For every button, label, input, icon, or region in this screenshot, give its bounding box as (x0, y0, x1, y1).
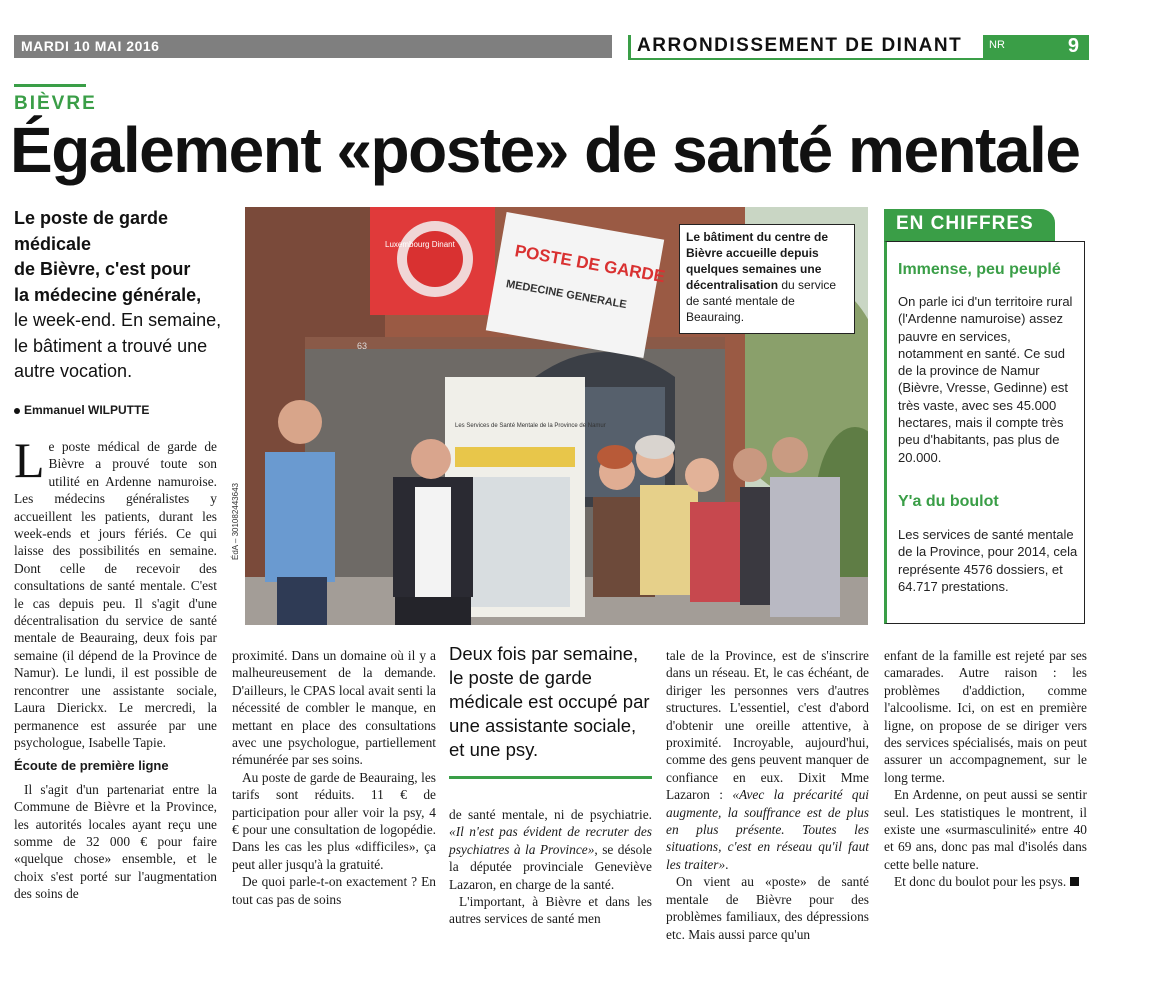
poster-title: Les Services de Santé Mentale de la Province de Namur (455, 423, 606, 429)
headline: Également «poste» de santé mentale (10, 114, 1080, 186)
kicker-rule (14, 84, 86, 87)
subheading: Écoute de première ligne (14, 758, 169, 774)
lead-paragraph (14, 206, 236, 385)
lead-bold-line-1: Le poste de garde médicale (14, 208, 169, 254)
section-title: ARRONDISSEMENT DE DINANT (637, 35, 963, 56)
drop-cap: L (14, 432, 45, 488)
col3-paragraph-2: L'important, à Bièvre et dans les autres services de santé men (449, 894, 652, 927)
col4-text-a: tale de la Province, est de s'inscrire dans un réseau. Et, le cas échéant, de diriger les personnes vers d'autres structures. L'essentiel, c'est d'abord d'obtenir une oreille attentive, à proximité. Incroyable, aujourd'hui, comme des gens peuvent manquer de confiance en eux. Dixit Mme Lazaron : (666, 648, 869, 803)
sign-logo-text: Luxembourg Dinant (385, 240, 455, 249)
col3-quote: «Il n'est pas évident de recruter des psychiatres à la Province» (449, 824, 652, 857)
body-column-4 (666, 647, 869, 943)
bullet-icon (14, 408, 20, 414)
sidebar-title: EN CHIFFRES (896, 213, 1034, 234)
nr-label: NR (989, 39, 1005, 51)
body-column-2 (232, 647, 436, 908)
col2-paragraph-1: proximité. Dans un domaine où il y a malheureusement de la demande. D'ailleurs, le CPAS local avait senti la nécessité de combler le manque, en mettant en place des consultations avec une psychologue, partiellement rémunérée par ses soins. (232, 648, 436, 768)
col3-text-b: , se désole la députée provinciale Geneviève Lazaron, en charge de la santé. (449, 841, 652, 892)
lead-bold-line-2: de Bièvre, c'est pour (14, 259, 191, 279)
col2-paragraph-3: De quoi parle-t-on exactement ? En tout cas pas de soins (232, 874, 436, 907)
page-badge (983, 35, 1089, 58)
byline (14, 403, 149, 417)
author: Emmanuel WILPUTTE (24, 403, 150, 417)
house-number: 63 (357, 341, 368, 351)
col4-paragraph-2: On vient au «poste» de santé mentale de Bièvre pour des problèmes familiaux, des dépressions etc. Mais aussi parce qu'un (666, 874, 869, 942)
section-header (628, 35, 1089, 60)
lead-bold-line-3: la médecine générale, (14, 284, 202, 305)
date-bar (14, 35, 612, 58)
caption-bold: Le bâtiment du centre de Bièvre accueille depuis quelques semaines une décentralisation (686, 230, 829, 292)
col1-paragraph-1: e poste médical de garde de Bièvre a prouvé toute son utilité en Ardenne namuroise. Les médecins généralistes y accueillent les patients, durant les week-ends et jours fériés. Ce qui laisse des possibilités en semaine. Dont celle de recevoir des consultations de santé mentale. C'est le cas depuis peu. Il s'agit d'une décentralisation du service de santé mentale de Beauraing, deux fois par semaine (il dépend de la Province de Namur). Le lundi, il est possible de rencontrer une assistante sociale, Laura Dierickx. Le mercredi, la permanence est assurée par une psychologue, Isabelle Tapie. (14, 439, 217, 750)
photo-credit: ÉdA – 301082443643 (231, 483, 240, 560)
body-column-3 (449, 806, 652, 928)
col5-text: Et donc du boulot pour les psys. (894, 874, 1067, 890)
lead-text: le week-end. En semaine, le bâtiment a trouvé une autre vocation. (14, 310, 222, 381)
sidebar-text-1: On parle ici d'un territoire rural (l'Ardenne namuroise) assez pauvre en services, notamment en santé. Ce sud de la province de Namur (Bièvre, Vresse, Gedinne) est très vaste, avec ses 45.000 hectares, mais il compte très peu d'habitants, pas plus de 20.000. (898, 294, 1073, 465)
col3-paragraph-1 (449, 806, 652, 893)
pull-quote-rule (449, 776, 652, 779)
col5-paragraph-2: En Ardenne, on peut aussi se sentir seul. Les statistiques le montrent, il existe une «surmasculinité» entre 40 et 69 ans, donc pas mal d'isolés dans cette belle nature. (884, 787, 1087, 872)
sign-sub-text: MEDECINE GENERALE (505, 278, 628, 312)
pull-quote: Deux fois par semaine, le poste de garde médicale est occupé par une assistante sociale, et une psy. (449, 643, 650, 760)
sidebar-box (884, 241, 1085, 624)
col3-text-a: de santé mentale, ni de psychiatrie. (449, 807, 652, 822)
body-column-1 (14, 432, 217, 903)
sidebar-heading-2: Y'a du boulot (898, 493, 999, 510)
col5-paragraph-1: enfant de la famille est rejeté par ses camarades. Autre raison : les problèmes d'addiction, comme l'alcoolisme. Ici, on est en première ligne, on propose de se diriger vers des services spécialisés, mais on peut assurer un accompagnement, sur le long terme. (884, 648, 1087, 785)
end-mark-icon (1070, 877, 1079, 886)
col4-paragraph-1 (666, 647, 869, 873)
issue-date: MARDI 10 MAI 2016 (21, 38, 160, 54)
kicker: BIÈVRE (14, 93, 97, 114)
page-number: 9 (1067, 35, 1079, 57)
body-column-5 (884, 647, 1087, 891)
col4-quote: «Avec la précarité qui augmente, la souffrance est de plus en plus présente. Toutes les situations, c'est en réseau qu'il faut les traiter» (666, 787, 870, 872)
col4-text-b: . (725, 856, 729, 872)
sign-main-text: POSTE DE GARDE (513, 241, 667, 287)
photo-caption (679, 224, 855, 334)
sidebar-heading-1: Immense, peu peuplé (898, 261, 1061, 278)
sidebar-text-2: Les services de santé mentale de la Province, pour 2014, cela représente 4576 dossiers, et 64.717 prestations. (898, 527, 1078, 594)
caption-text: du service de santé mentale de Beauraing. (686, 278, 837, 324)
col1-paragraph-2: Il s'agit d'un partenariat entre la Commune de Bièvre et la Province, les autorités locales ayant reçu une somme de 32 000 € pour faire «quelque chose» ensemble, et le choix s'est porté sur l'augmentation des soins de (14, 781, 217, 902)
sidebar-tab (884, 209, 1055, 241)
col5-paragraph-3 (884, 873, 1087, 890)
col2-paragraph-2: Au poste de garde de Beauraing, les tarifs sont réduits. 11 € de participation pour aller voir la psy, 4 € pour une consultation de logopédie. Dans les cas les plus «difficiles», ça peut aller jusqu'à la gratuité. (232, 769, 436, 872)
